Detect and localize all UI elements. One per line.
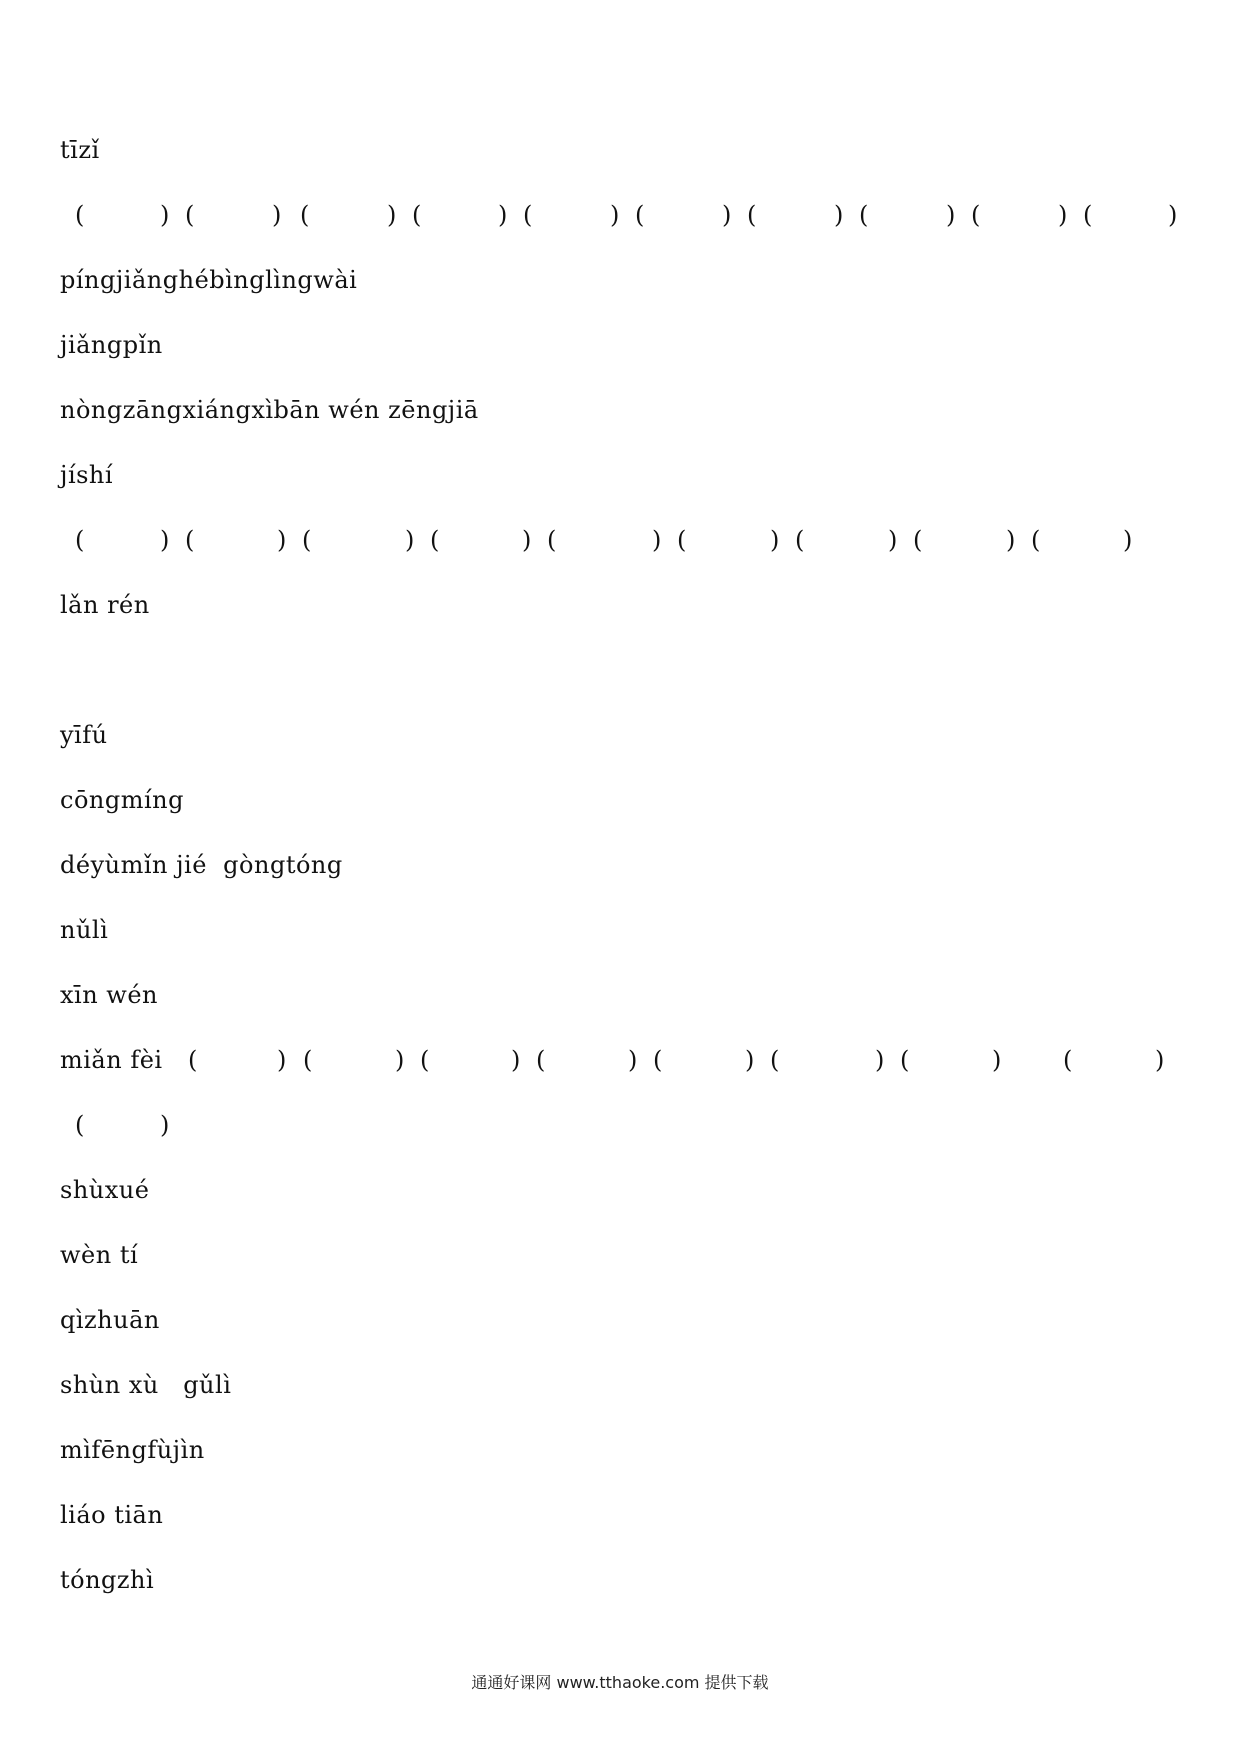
blank-open-paren: ( <box>635 201 645 229</box>
blank-close-paren: ) <box>1168 201 1178 229</box>
blank-open-paren: ( <box>653 1046 663 1074</box>
blank-close-paren: ) <box>272 201 282 229</box>
pinyin-line: cōngmíng <box>60 786 184 814</box>
blank-close-paren: ) <box>652 526 662 554</box>
blank-open-paren: ( <box>188 1046 198 1074</box>
answer-blanks-row <box>60 525 1160 555</box>
pinyin-line: mìfēngfùjìn <box>60 1436 205 1464</box>
blank-close-paren: ) <box>992 1046 1002 1074</box>
blank-close-paren: ) <box>770 526 780 554</box>
pinyin-line: miǎn fèi <box>60 1046 163 1074</box>
blank-close-paren: ) <box>498 201 508 229</box>
blank-open-paren: ( <box>430 526 440 554</box>
blank-open-paren: ( <box>1063 1046 1073 1074</box>
blank-close-paren: ) <box>722 201 732 229</box>
blank-open-paren: ( <box>913 526 923 554</box>
blank-open-paren: ( <box>412 201 422 229</box>
pinyin-line: wèn tí <box>60 1241 139 1269</box>
pinyin-line: jíshí <box>60 461 114 489</box>
blank-open-paren: ( <box>859 201 869 229</box>
answer-blanks-row <box>60 1110 260 1140</box>
blank-close-paren: ) <box>1155 1046 1165 1074</box>
blank-open-paren: ( <box>971 201 981 229</box>
blank-close-paren: ) <box>745 1046 755 1074</box>
blank-close-paren: ) <box>834 201 844 229</box>
page-footer: 通通好课网 www.tthaoke.com 提供下载 <box>471 1673 769 1692</box>
blank-open-paren: ( <box>536 1046 546 1074</box>
pinyin-line: shùxué <box>60 1176 150 1204</box>
blank-open-paren: ( <box>185 201 195 229</box>
pinyin-line: tīzǐ <box>60 136 100 164</box>
pinyin-line: lǎn rén <box>60 591 150 619</box>
blank-close-paren: ) <box>395 1046 405 1074</box>
blank-close-paren: ) <box>1123 526 1133 554</box>
pinyin-line: liáo tiān <box>60 1501 164 1529</box>
pinyin-line: nǔlì <box>60 916 109 944</box>
blank-open-paren: ( <box>770 1046 780 1074</box>
blank-open-paren: ( <box>677 526 687 554</box>
blank-close-paren: ) <box>1058 201 1068 229</box>
blank-open-paren: ( <box>303 1046 313 1074</box>
blank-close-paren: ) <box>277 1046 287 1074</box>
blank-open-paren: ( <box>747 201 757 229</box>
blank-close-paren: ) <box>160 1111 170 1139</box>
blank-open-paren: ( <box>75 201 85 229</box>
pinyin-line: déyùmǐn jié gòngtóng <box>60 851 343 879</box>
pinyin-line: xīn wén <box>60 981 158 1009</box>
blank-open-paren: ( <box>795 526 805 554</box>
blank-open-paren: ( <box>300 201 310 229</box>
blank-close-paren: ) <box>1006 526 1016 554</box>
blank-close-paren: ) <box>160 201 170 229</box>
blank-close-paren: ) <box>522 526 532 554</box>
pinyin-line: yīfú <box>60 721 108 749</box>
blank-close-paren: ) <box>875 1046 885 1074</box>
blank-close-paren: ) <box>405 526 415 554</box>
blank-open-paren: ( <box>1083 201 1093 229</box>
blank-open-paren: ( <box>547 526 557 554</box>
blank-close-paren: ) <box>160 526 170 554</box>
pinyin-line: qìzhuān <box>60 1306 160 1334</box>
blank-open-paren: ( <box>185 526 195 554</box>
pinyin-line: tóngzhì <box>60 1566 155 1594</box>
blank-close-paren: ) <box>277 526 287 554</box>
pinyin-line: píngjiǎnghébìnglìngwài <box>60 266 358 294</box>
blank-close-paren: ) <box>387 201 397 229</box>
blank-open-paren: ( <box>302 526 312 554</box>
blank-close-paren: ) <box>946 201 956 229</box>
blank-open-paren: ( <box>900 1046 910 1074</box>
blank-close-paren: ) <box>511 1046 521 1074</box>
blank-close-paren: ) <box>888 526 898 554</box>
pinyin-line: shùn xù gǔlì <box>60 1371 232 1399</box>
answer-blanks-row <box>60 200 1180 230</box>
pinyin-line: jiǎngpǐn <box>60 331 163 359</box>
blank-open-paren: ( <box>523 201 533 229</box>
blank-open-paren: ( <box>75 526 85 554</box>
blank-open-paren: ( <box>420 1046 430 1074</box>
blank-close-paren: ) <box>610 201 620 229</box>
blank-close-paren: ) <box>628 1046 638 1074</box>
answer-blanks-row <box>60 1045 1180 1075</box>
pinyin-line: nòngzāngxiángxìbān wén zēngjiā <box>60 396 479 424</box>
blank-open-paren: ( <box>75 1111 85 1139</box>
blank-open-paren: ( <box>1031 526 1041 554</box>
